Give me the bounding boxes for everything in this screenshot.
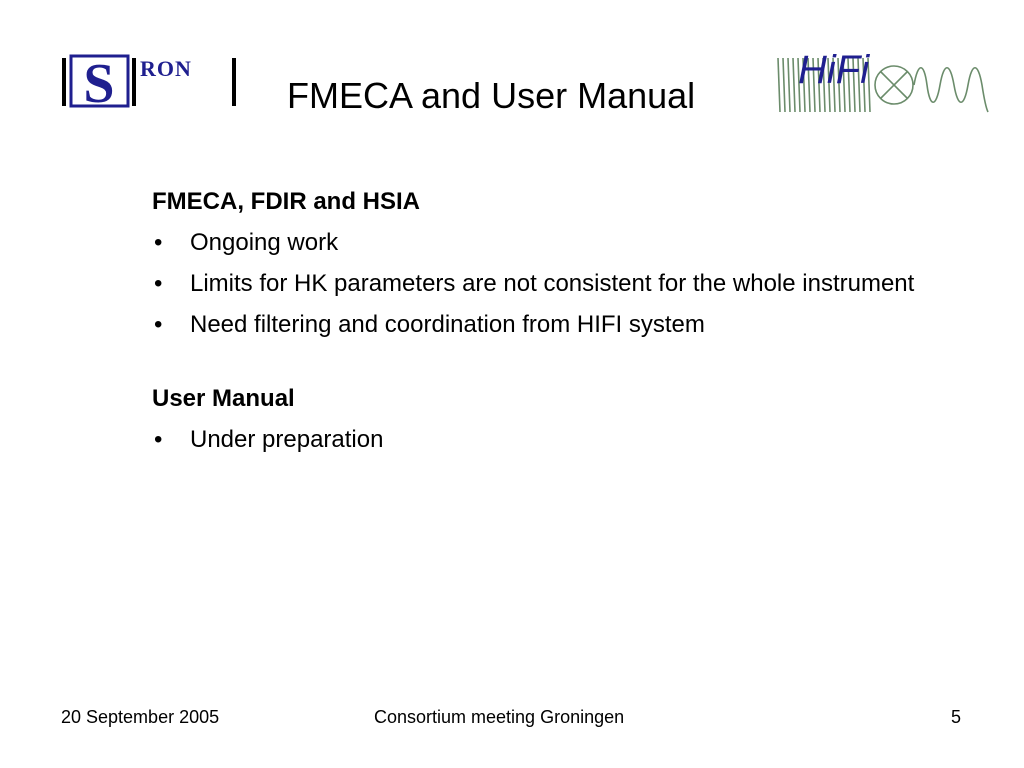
bullet-item [152,267,952,301]
bullet-icon: • [154,270,163,297]
bullet-list [152,423,952,457]
hifi-logo [774,50,992,120]
page-number: 5 [951,707,962,727]
sron-logo [62,50,244,112]
section-user-manual [152,382,952,457]
bullet-item [152,308,952,342]
bullet-icon: • [154,426,163,453]
bullet-icon: • [154,229,163,256]
bullet-item [152,226,952,260]
section-heading: User Manual [152,385,295,412]
section-heading: FMECA, FDIR and HSIA [152,188,420,215]
bullet-list [152,226,952,342]
hifi-wordmark: HiFi [798,48,870,92]
svg-text:S: S [83,53,115,112]
section-fmeca [152,185,952,342]
svg-text:RON: RON [140,56,192,81]
footer-date: 20 September 2005 [61,707,220,727]
bullet-text: Need filtering and coordination from HIFI system [190,311,705,338]
bullet-text: Ongoing work [190,229,339,256]
bullet-item [152,423,952,457]
bullet-text: Under preparation [190,426,384,453]
footer-event: Consortium meeting Groningen [374,707,625,727]
slide-body [152,185,952,457]
bullet-icon: • [154,311,163,338]
slide-title: FMECA and User Manual [287,75,696,116]
bullet-text: Limits for HK parameters are not consistent for the whole instrument [190,270,915,297]
